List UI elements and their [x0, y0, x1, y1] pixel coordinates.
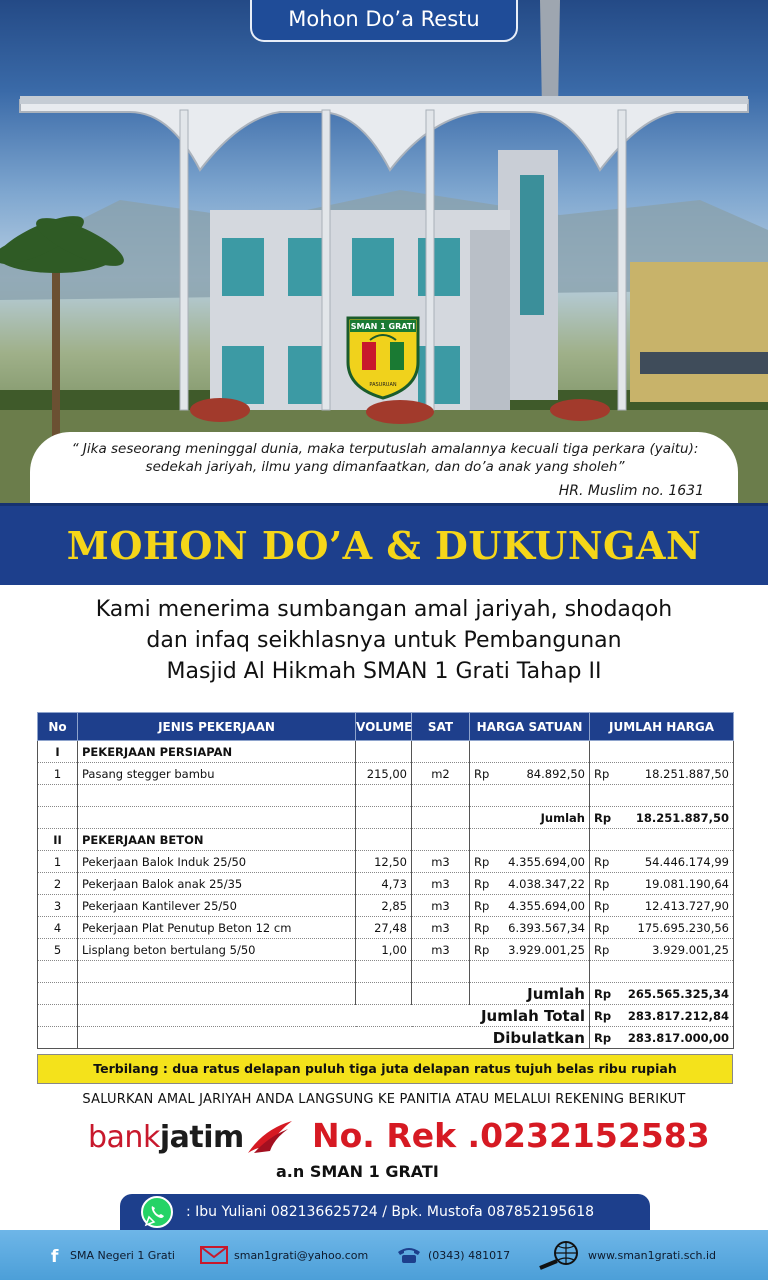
hadith-line-1: “ Jika seseorang meninggal dunia, maka terputuslah amalannya kecuali tiga perkara (yaitu): — [71, 441, 699, 457]
intro-line-1: Kami menerima sumbangan amal jariyah, shodaqoh — [95, 597, 673, 622]
hadith-line-2: sedekah jariyah, ilmu yang dimanfaatkan, dan do’a anak yang sholeh” — [145, 459, 625, 475]
footer-facebook[interactable] — [48, 1230, 175, 1280]
grand-total-row — [38, 1005, 734, 1027]
email-icon — [200, 1245, 228, 1265]
rounded-total-label: Dibulatkan — [78, 1027, 590, 1049]
row-no: 1 — [38, 763, 78, 785]
row-job: Pasang stegger bambu — [78, 763, 356, 785]
col-header-unit: SAT — [412, 713, 470, 741]
phone-icon — [396, 1246, 422, 1264]
table-row: 1 Pekerjaan Balok Induk 25/50 12,50 m3 Rp 4.355.694,00 Rp 54.446.174,99 — [38, 851, 734, 873]
table-row: 4 Pekerjaan Plat Penutup Beton 12 cm 27,48 m3 Rp 6.393.567,34 Rp 175.695.230,56 — [38, 917, 734, 939]
subtotal-row — [38, 807, 734, 829]
row-unit: m2 — [412, 763, 470, 785]
section-title: PEKERJAAN PERSIAPAN — [78, 741, 356, 763]
subtotal-value: Rp 18.251.887,50 — [590, 807, 734, 829]
bank-name: bankjatim — [88, 1119, 244, 1155]
rounded-total-row — [38, 1027, 734, 1049]
contact-phones[interactable]: : Ibu Yuliani 082136625724 / Bpk. Mustofa 087852195618 — [186, 1204, 595, 1220]
bank-logo — [88, 1117, 294, 1157]
amount-in-words: Terbilang : dua ratus delapan puluh tiga juta delapan ratus tujuh belas ribu rupiah — [37, 1054, 733, 1084]
grand-total-label: Jumlah Total — [78, 1005, 590, 1027]
bank-swoosh-icon — [246, 1119, 294, 1155]
rounded-total-value: Rp 283.817.000,00 — [590, 1027, 734, 1049]
email-label: sman1grati@yahoo.com — [234, 1248, 369, 1262]
section-row — [38, 741, 734, 763]
logo-text: SMAN 1 GRATI — [350, 322, 416, 331]
whatsapp-icon[interactable] — [140, 1195, 174, 1229]
grand-total-value: Rp 283.817.212,84 — [590, 1005, 734, 1027]
school-logo — [344, 314, 422, 400]
account-holder: a.n SMAN 1 GRATI — [276, 1162, 439, 1181]
footer-email[interactable] — [200, 1230, 368, 1280]
facebook-icon — [48, 1246, 64, 1264]
col-header-total-price: JUMLAH HARGA — [590, 713, 734, 741]
subtotal-label: Jumlah — [470, 807, 590, 829]
phone-label: (0343) 481017 — [428, 1248, 511, 1262]
mosque-illustration — [0, 0, 768, 505]
logo-subtext: PASURUAN — [369, 382, 397, 388]
donation-instruction: SALURKAN AMAL JARIYAH ANDA LANGSUNG KE PANITIA ATAU MELALUI REKENING BERIKUT — [82, 1092, 686, 1107]
table-header-row — [38, 713, 734, 741]
section-no: II — [38, 829, 78, 851]
section-no: I — [38, 741, 78, 763]
col-header-volume: VOLUME — [356, 713, 412, 741]
intro-text — [20, 594, 748, 687]
contact-bar — [120, 1194, 650, 1230]
col-header-no: No — [38, 713, 78, 741]
row-volume: 215,00 — [356, 763, 412, 785]
header-title: Mohon Do’a Restu — [250, 0, 518, 42]
subtotal-row — [38, 983, 734, 1005]
facebook-label: SMA Negeri 1 Grati — [70, 1248, 175, 1262]
hero-illustration — [0, 0, 768, 505]
website-label: www.sman1grati.sch.id — [588, 1248, 717, 1262]
row-unit-price: Rp 84.892,50 — [470, 763, 590, 785]
account-number: No. Rek .0232152583 — [312, 1116, 710, 1155]
col-header-unit-price: HARGA SATUAN — [470, 713, 590, 741]
table-row: 3 Pekerjaan Kantilever 25/50 2,85 m3 Rp 4.355.694,00 Rp 12.413.727,90 — [38, 895, 734, 917]
section-row — [38, 829, 734, 851]
row-total-price: Rp 18.251.887,50 — [590, 763, 734, 785]
table-row: 2 Pekerjaan Balok anak 25/35 4,73 m3 Rp 4.038.347,22 Rp 19.081.190,64 — [38, 873, 734, 895]
spacer-row — [38, 961, 734, 983]
table-row — [38, 763, 734, 785]
table-row: 5 Lisplang beton bertulang 5/50 1,00 m3 Rp 3.929.001,25 Rp 3.929.001,25 — [38, 939, 734, 961]
hadith-quote — [40, 440, 730, 476]
spacer-row — [38, 785, 734, 807]
budget-table — [37, 712, 734, 1049]
intro-line-2: dan infaq seikhlasnya untuk Pembangunan — [146, 628, 622, 653]
subtotal-label: Jumlah — [470, 983, 590, 1005]
footer — [0, 1230, 768, 1280]
footer-website[interactable] — [536, 1230, 716, 1280]
intro-line-3: Masjid Al Hikmah SMAN 1 Grati Tahap II — [166, 659, 602, 684]
web-magnifier-icon — [536, 1240, 582, 1270]
footer-phone[interactable] — [396, 1230, 510, 1280]
svg-text:f: f — [51, 1247, 59, 1264]
banner-title: MOHON DO’A & DUKUNGAN — [66, 523, 702, 568]
subtotal-value: Rp 265.565.325,34 — [590, 983, 734, 1005]
hadith-source: HR. Muslim no. 1631 — [558, 483, 704, 499]
col-header-job: JENIS PEKERJAAN — [78, 713, 356, 741]
main-banner — [0, 503, 768, 585]
section-title: PEKERJAAN BETON — [78, 829, 356, 851]
